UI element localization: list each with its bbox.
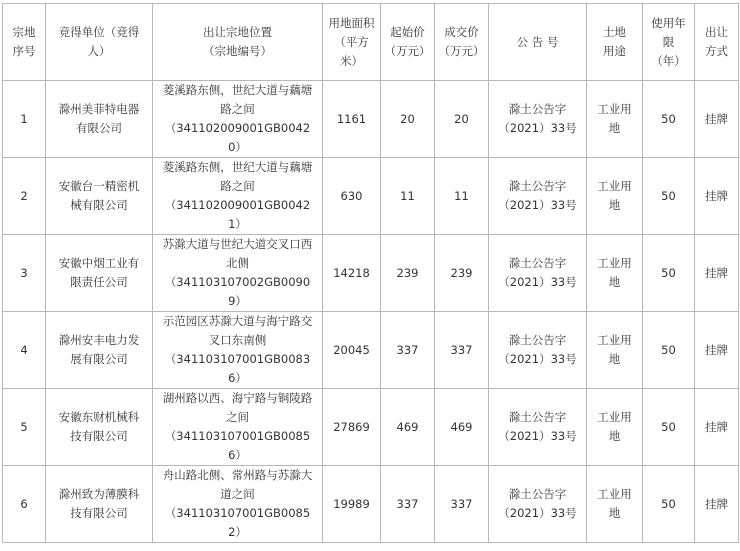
parcel-no-cell: 2	[3, 158, 46, 235]
start-price-cell: 469	[381, 389, 435, 466]
winner-cell	[46, 312, 153, 389]
header-area	[323, 4, 381, 81]
years-cell: 50	[643, 312, 695, 389]
winner-cell	[46, 389, 153, 466]
area-cell: 19989	[323, 466, 381, 543]
winner-cell	[46, 158, 153, 235]
cell-line: 起始价	[390, 25, 425, 39]
winner-cell	[46, 466, 153, 543]
header-years	[643, 4, 695, 81]
cell-line: 滁土公告字	[508, 102, 567, 116]
cell-line: 工业用	[597, 487, 632, 501]
table-row	[3, 81, 739, 158]
cell-line: 出让宗地位置	[203, 25, 272, 39]
parcel-no-cell: 5	[3, 389, 46, 466]
header-notice-no	[489, 4, 587, 81]
cell-line: 方式	[705, 44, 728, 58]
table-row	[3, 389, 739, 466]
location-cell	[153, 312, 323, 389]
transfer-method-cell: 挂牌	[695, 158, 739, 235]
cell-line: 地	[608, 429, 621, 443]
location-cell	[153, 158, 323, 235]
cell-line: 公 告 号	[516, 34, 559, 49]
cell-line: 滁州致为薄膜科	[58, 487, 140, 501]
cell-line: 菱溪路东侧，世纪大道与藕塘	[162, 83, 313, 97]
cell-line: 工业用	[597, 256, 632, 270]
land-use-cell	[587, 466, 643, 543]
cell-line: （341103107001GB00836）	[164, 352, 311, 385]
cell-line: 工业用	[597, 410, 632, 424]
cell-line: 之间	[226, 410, 249, 424]
header-start-price	[381, 4, 435, 81]
notice-no-cell	[489, 312, 587, 389]
land-use-cell	[587, 389, 643, 466]
cell-line: 地	[608, 121, 621, 135]
notice-no-cell	[489, 466, 587, 543]
deal-price-cell: 20	[435, 81, 489, 158]
start-price-cell: 337	[381, 466, 435, 543]
land-use-cell	[587, 158, 643, 235]
cell-line: （2021）33号	[498, 352, 577, 366]
cell-line: 地	[608, 198, 621, 212]
area-cell: 27869	[323, 389, 381, 466]
years-cell: 50	[643, 389, 695, 466]
cell-line: 成交价	[444, 25, 479, 39]
years-cell: 50	[643, 81, 695, 158]
years-cell: 50	[643, 235, 695, 312]
cell-line: （2021）33号	[498, 506, 577, 520]
cell-line: 湖州路以西、海宁路与铜陵路	[162, 391, 313, 405]
transfer-method-cell: 挂牌	[695, 81, 739, 158]
cell-line: 宗地	[12, 25, 36, 39]
start-price-cell: 11	[381, 158, 435, 235]
cell-line: （341103107002GB00909）	[164, 275, 311, 308]
parcel-no-cell: 3	[3, 235, 46, 312]
cell-line: 用途	[603, 44, 626, 58]
parcel-no-cell: 1	[3, 81, 46, 158]
cell-line: 滁土公告字	[508, 256, 567, 270]
land-use-cell	[587, 312, 643, 389]
deal-price-cell: 239	[435, 235, 489, 312]
table-row	[3, 466, 739, 543]
start-price-cell: 337	[381, 312, 435, 389]
location-cell	[153, 389, 323, 466]
cell-line: 有限公司	[76, 121, 122, 135]
cell-line: 技有限公司	[70, 429, 128, 443]
area-cell: 14218	[323, 235, 381, 312]
table-header-row	[3, 4, 739, 81]
table-row	[3, 158, 739, 235]
notice-no-cell	[489, 235, 587, 312]
cell-line: 滁土公告字	[508, 487, 567, 501]
notice-no-cell	[489, 389, 587, 466]
cell-line: 使用年	[651, 15, 686, 30]
cell-line: 菱溪路东侧，世纪大道与藕塘	[162, 160, 313, 174]
area-cell: 1161	[323, 81, 381, 158]
land-transfer-table	[2, 3, 739, 543]
notice-no-cell	[489, 81, 587, 158]
cell-line: （341103107001GB00852）	[164, 506, 311, 539]
cell-line: 竞得单位（竞得	[58, 25, 140, 39]
transfer-method-cell: 挂牌	[695, 312, 739, 389]
cell-line: 北侧	[226, 256, 249, 270]
transfer-method-cell: 挂牌	[695, 235, 739, 312]
cell-line: 人）	[87, 44, 111, 58]
area-cell: 630	[323, 158, 381, 235]
notice-no-cell	[489, 158, 587, 235]
header-transfer-method	[695, 4, 739, 81]
cell-line: 地	[608, 275, 621, 289]
table-row	[3, 235, 739, 312]
land-use-cell	[587, 81, 643, 158]
transfer-method-cell: 挂牌	[695, 466, 739, 543]
years-cell: 50	[643, 158, 695, 235]
winner-cell	[46, 235, 153, 312]
header-winner	[46, 4, 153, 81]
years-cell: 50	[643, 466, 695, 543]
deal-price-cell: 337	[435, 312, 489, 389]
cell-line: （341102009001GB00421）	[164, 198, 311, 231]
area-cell: 20045	[323, 312, 381, 389]
start-price-cell: 20	[381, 81, 435, 158]
cell-line: 叉口东南侧	[208, 333, 267, 347]
cell-line: 安徽东财机械科	[58, 410, 140, 424]
winner-cell	[46, 81, 153, 158]
cell-line: 滁土公告字	[508, 333, 567, 347]
header-deal-price	[435, 4, 489, 81]
parcel-no-cell: 6	[3, 466, 46, 543]
cell-line: 滁州安丰电力发	[58, 333, 140, 347]
cell-line: 示范园区苏滁大道与海宁路交	[162, 314, 313, 328]
cell-line: 苏滁大道与世纪大道交叉口西	[162, 237, 313, 251]
cell-line: 用地面积	[328, 15, 375, 30]
cell-line: （2021）33号	[498, 198, 577, 212]
cell-line: （2021）33号	[498, 121, 577, 135]
deal-price-cell: 469	[435, 389, 489, 466]
header-parcel-no	[3, 4, 46, 81]
cell-line: 土地	[603, 25, 626, 39]
cell-line: 展有限公司	[70, 352, 128, 366]
cell-line: 械有限公司	[70, 198, 128, 212]
table-body	[3, 81, 739, 543]
table-row	[3, 312, 739, 389]
cell-line: 安徽台一精密机	[58, 179, 140, 193]
cell-line: 安徽中烟工业有	[58, 256, 140, 270]
cell-line: 路之间	[220, 179, 255, 193]
cell-line: （宗地编号）	[203, 44, 272, 58]
cell-line: （341103107001GB00856）	[164, 429, 311, 462]
cell-line: （2021）33号	[498, 275, 577, 289]
cell-line: 工业用	[597, 102, 632, 116]
deal-price-cell: 337	[435, 466, 489, 543]
cell-line: 舟山路北侧、常州路与苏滁大	[162, 468, 313, 482]
cell-line: （2021）33号	[498, 429, 577, 443]
cell-line: 限	[662, 34, 675, 49]
header-location	[153, 4, 323, 81]
location-cell	[153, 235, 323, 312]
cell-line: （年）	[651, 53, 686, 68]
cell-line: 道之间	[220, 487, 255, 501]
cell-line: 地	[608, 506, 621, 520]
cell-line: （万元）	[438, 44, 485, 58]
cell-line: 路之间	[220, 102, 255, 116]
deal-price-cell: 11	[435, 158, 489, 235]
cell-line: （平方	[334, 34, 369, 49]
cell-line: 工业用	[597, 179, 632, 193]
transfer-method-cell: 挂牌	[695, 389, 739, 466]
location-cell	[153, 466, 323, 543]
cell-line: 限责任公司	[70, 275, 128, 289]
header-land-use	[587, 4, 643, 81]
cell-line: 序号	[12, 44, 36, 58]
cell-line: 出让	[705, 25, 728, 39]
cell-line: 工业用	[597, 333, 632, 347]
cell-line: 米）	[340, 53, 363, 68]
cell-line: 滁土公告字	[508, 410, 567, 424]
parcel-no-cell: 4	[3, 312, 46, 389]
cell-line: 技有限公司	[70, 506, 128, 520]
cell-line: 滁土公告字	[508, 179, 567, 193]
cell-line: 滁州美菲特电器	[58, 102, 140, 116]
start-price-cell: 239	[381, 235, 435, 312]
location-cell	[153, 81, 323, 158]
land-use-cell	[587, 235, 643, 312]
cell-line: （341102009001GB00420）	[164, 121, 311, 154]
cell-line: （万元）	[384, 44, 431, 58]
cell-line: 地	[608, 352, 621, 366]
